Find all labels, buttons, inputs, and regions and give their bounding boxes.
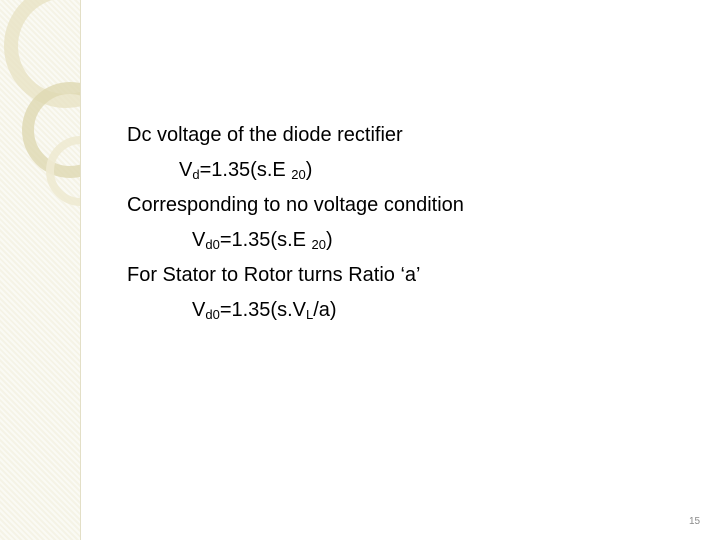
page-number: 15: [689, 516, 701, 527]
formula-subscript: d0: [205, 237, 220, 252]
formula-subscript: d: [192, 167, 200, 182]
formula-end: ): [305, 159, 313, 181]
sidebar-divider: [80, 0, 81, 540]
formula-subscript: 20: [311, 237, 326, 252]
condition-line: Corresponding to no voltage condition: [127, 194, 464, 216]
formula-subscript: 20: [291, 167, 306, 182]
formula-symbol: V: [192, 229, 206, 251]
ratio-line: For Stator to Rotor turns Ratio ‘a’: [127, 264, 421, 286]
decorative-sidebar: [0, 0, 80, 540]
formula-vd: [127, 153, 464, 188]
formula-subscript: L: [305, 307, 314, 322]
formula-symbol: V: [192, 299, 206, 321]
slide-content: [127, 118, 464, 328]
formula-body: =1.35(s.V: [219, 299, 306, 321]
formula-vd0-ratio: [127, 293, 464, 328]
formula-symbol: V: [179, 159, 193, 181]
formula-end: /a): [313, 299, 337, 321]
formula-body: =1.35(s.E: [199, 159, 292, 181]
heading-line: Dc voltage of the diode rectifier: [127, 124, 403, 146]
formula-body: =1.35(s.E: [219, 229, 312, 251]
formula-vd0: [127, 223, 464, 258]
formula-end: ): [326, 229, 333, 251]
formula-subscript: d0: [205, 307, 220, 322]
